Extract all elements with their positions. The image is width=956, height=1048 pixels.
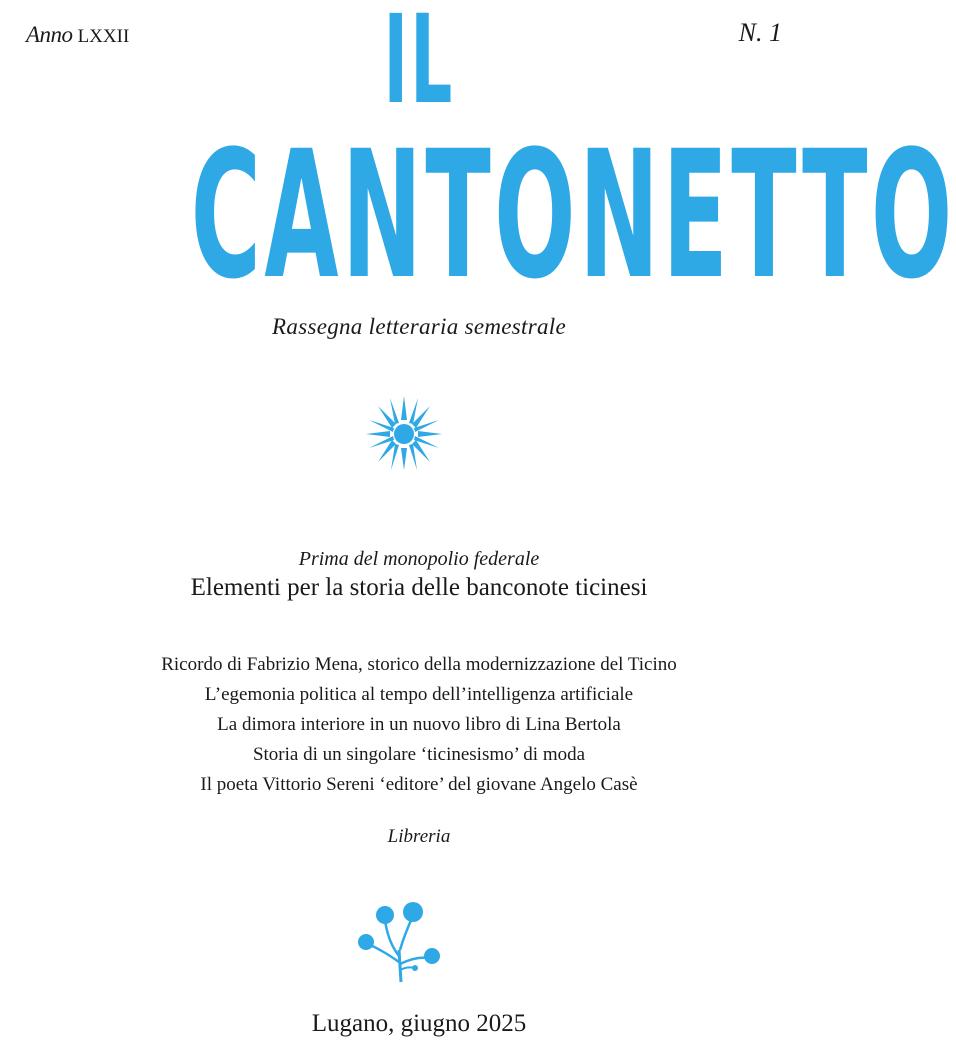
issue-number: N. 1 — [738, 18, 782, 47]
masthead-article: IL — [383, 0, 455, 132]
anno-number: LXXII — [77, 26, 130, 47]
feature-headline: Elementi per la storia delle banconote ticinesi — [190, 574, 648, 601]
contents-list — [0, 650, 838, 800]
section-label: Libreria — [387, 826, 451, 847]
contents-item: L’egemonia politica al tempo dell’intelligenza artificiale — [204, 684, 634, 705]
contents-item: Ricordo di Fabrizio Mena, storico della modernizzazione del Ticino — [161, 654, 677, 675]
anno-label: Anno — [26, 22, 73, 47]
place-date: Lugano, giugno 2025 — [311, 1010, 527, 1037]
contents-item: Storia di un singolare ‘ticinesismo’ di moda — [252, 744, 586, 765]
contents-item: Il poeta Vittorio Sereni ‘editore’ del giovane Angelo Casè — [200, 774, 638, 795]
sun-icon — [366, 394, 442, 472]
issue-year — [26, 22, 129, 48]
plant-icon — [354, 900, 446, 984]
contents-item: La dimora interiore in un nuovo libro di Lina Bertola — [217, 714, 621, 735]
masthead-subtitle: Rassegna letteraria semestrale — [272, 314, 566, 339]
masthead-title: CANTONETTO — [190, 113, 956, 318]
feature-kicker: Prima del monopolio federale — [298, 548, 540, 570]
